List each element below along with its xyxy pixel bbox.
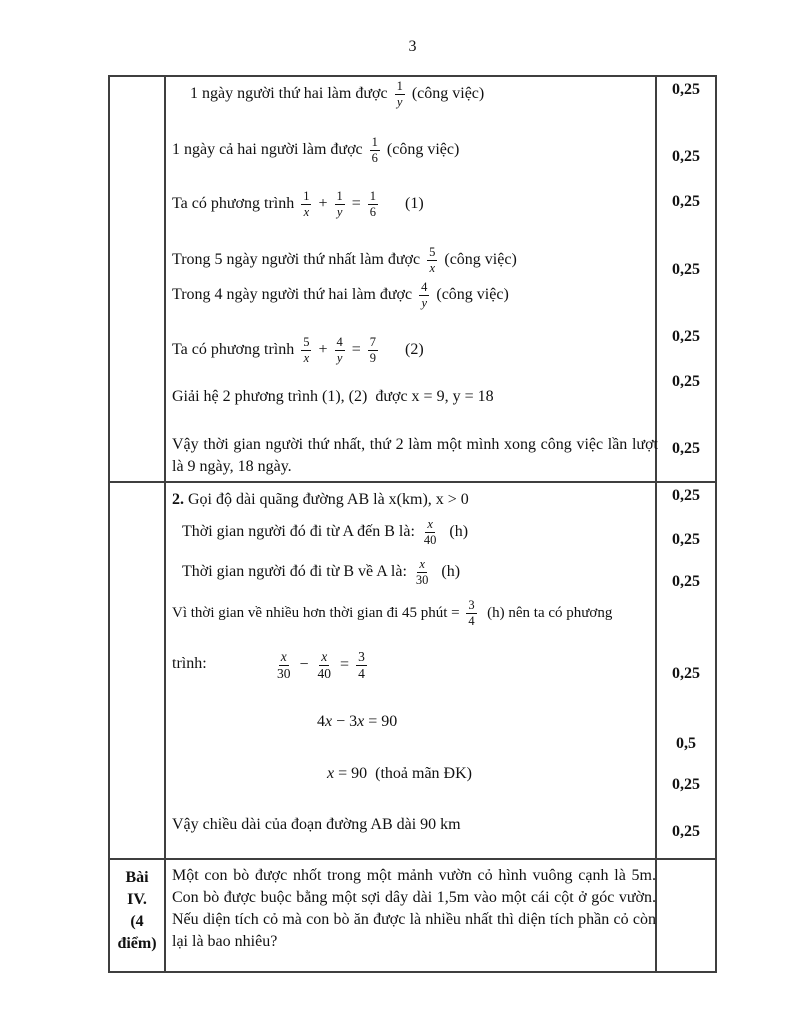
text-segment: 2. xyxy=(172,491,184,508)
text-segment: (h) xyxy=(433,563,461,580)
fraction xyxy=(368,189,378,219)
score-value: 0,25 xyxy=(672,487,700,504)
text-segment: x xyxy=(325,713,333,730)
text-segment: 1 ngày người thứ hai làm được xyxy=(190,85,392,102)
fraction xyxy=(370,135,380,165)
solution-line xyxy=(172,810,461,840)
text-segment: trình: xyxy=(172,655,207,672)
solution-line xyxy=(172,485,469,515)
text-segment: Một con bò được nhốt trong một mảnh vườn cỏ hình vuông cạnh là 5m. Con bò được buộc bằng một sợi dây dài 1,5m vào một cái cột ở góc vườn. Nếu diện tích cỏ mà con bò ăn được là nhiều nhất thì diện tích phần cỏ còn lại là bao nhiêu? xyxy=(172,867,656,950)
text-segment: = xyxy=(347,341,365,358)
text-segment: − 3 xyxy=(332,713,358,730)
solution-line xyxy=(172,598,612,628)
solution-line xyxy=(172,865,656,953)
fraction-denominator: 4 xyxy=(468,613,475,628)
solution-line xyxy=(172,280,509,310)
table-column-divider-left xyxy=(164,77,166,971)
text-segment: (công việc) xyxy=(432,286,509,303)
fraction-numerator: 5 xyxy=(429,245,436,260)
fraction xyxy=(395,79,405,109)
text-segment: 1 ngày cả hai người làm được xyxy=(172,141,367,158)
text-segment: Ta có phương trình xyxy=(172,195,299,212)
fraction-numerator: 1 xyxy=(371,135,378,150)
fraction xyxy=(466,598,476,628)
solution-line xyxy=(317,707,397,737)
fraction xyxy=(335,335,345,365)
fraction xyxy=(335,189,345,219)
text-segment: (công việc) xyxy=(440,251,517,268)
text-segment: = 90 xyxy=(364,713,398,730)
problem-label: Bài xyxy=(125,869,149,886)
text-segment: (h) nên ta có phương xyxy=(479,604,613,621)
score-value: 0,5 xyxy=(676,735,696,752)
text-segment: + xyxy=(314,195,332,212)
fraction-denominator: 40 xyxy=(423,532,437,547)
solution-line xyxy=(172,382,494,412)
fraction-numerator: x xyxy=(419,557,425,572)
fraction-numerator: 7 xyxy=(369,335,377,350)
fraction-numerator: 3 xyxy=(358,648,365,664)
score-value: 0,25 xyxy=(672,373,700,390)
table-row-divider-1 xyxy=(110,481,715,483)
fraction-denominator: 6 xyxy=(371,150,378,165)
solution-line xyxy=(182,557,460,587)
fraction-denominator: 30 xyxy=(415,572,429,587)
score-value: 0,25 xyxy=(672,261,700,278)
text-segment: Trong 5 ngày người thứ nhất làm được xyxy=(172,251,425,268)
text-segment: − xyxy=(295,656,313,673)
fraction xyxy=(368,335,378,365)
text-segment: = 90 (thoả mãn ĐK) xyxy=(334,765,472,782)
answer-table xyxy=(108,75,717,973)
solution-line xyxy=(172,434,658,478)
text-segment: + xyxy=(314,341,332,358)
solution-line xyxy=(172,245,517,275)
text-segment: Vì thời gian về nhiều hơn thời gian đi 45 phút = xyxy=(172,604,464,621)
score-value: 0,25 xyxy=(672,81,700,98)
text-segment: = xyxy=(336,656,354,673)
fraction-numerator: x xyxy=(321,648,328,664)
text-segment: Thời gian người đó đi từ A đến B là: xyxy=(182,523,419,540)
fraction-denominator: y xyxy=(421,295,428,310)
solution-line xyxy=(172,649,207,679)
score-value: 0,25 xyxy=(672,665,700,682)
problem-label: IV. xyxy=(127,891,147,908)
score-value: 0,25 xyxy=(672,440,700,457)
fraction-numerator: 4 xyxy=(336,335,343,350)
fraction-denominator: 40 xyxy=(317,665,332,681)
solution-line xyxy=(190,79,484,109)
page-number: 3 xyxy=(408,38,417,55)
fraction xyxy=(414,557,431,587)
problem-label: điểm) xyxy=(117,935,157,952)
fraction-numerator: 1 xyxy=(369,189,377,204)
score-value: 0,25 xyxy=(672,531,700,548)
fraction-denominator: 9 xyxy=(369,350,377,365)
score-value: 0,25 xyxy=(672,573,700,590)
fraction xyxy=(301,335,311,365)
fraction-numerator: 1 xyxy=(396,79,403,94)
text-segment: (công việc) xyxy=(407,85,485,102)
score-value: 0,25 xyxy=(672,193,700,210)
fraction-denominator: x xyxy=(303,350,310,365)
fraction-numerator: x xyxy=(427,517,433,532)
fraction-denominator: y xyxy=(396,94,403,109)
score-value: 0,25 xyxy=(672,776,700,793)
fraction xyxy=(419,280,429,310)
fraction-denominator: y xyxy=(336,350,343,365)
fraction-denominator: 4 xyxy=(358,665,365,681)
fraction xyxy=(301,189,311,219)
solution-line xyxy=(272,647,370,683)
text-segment: (h) xyxy=(441,523,469,540)
text-segment: Trong 4 ngày người thứ hai làm được xyxy=(172,286,417,303)
fraction-numerator: 4 xyxy=(421,280,428,295)
fraction-numerator: 3 xyxy=(468,598,475,613)
text-segment: x xyxy=(327,765,335,782)
solution-line xyxy=(327,759,472,789)
text-segment: Ta có phương trình xyxy=(172,341,299,358)
fraction-numerator: 1 xyxy=(303,189,310,204)
fraction xyxy=(275,649,293,681)
fraction-numerator: 5 xyxy=(303,335,310,350)
fraction xyxy=(422,517,439,547)
table-row-divider-2 xyxy=(110,858,715,860)
text-segment: x xyxy=(357,713,365,730)
text-segment: 4 xyxy=(317,713,325,730)
fraction-denominator: y xyxy=(336,204,343,219)
solution-line xyxy=(172,335,424,365)
fraction-denominator: 6 xyxy=(369,204,377,219)
text-segment: (công việc) xyxy=(382,141,460,158)
solution-line xyxy=(172,135,459,165)
fraction-denominator: 30 xyxy=(277,665,291,681)
fraction-numerator: x xyxy=(280,648,287,664)
text-segment: Vậy thời gian người thứ nhất, thứ 2 làm một mình xong công việc lần lượt là 9 ngày, 18 ngày. xyxy=(172,436,658,475)
fraction-denominator: x xyxy=(429,260,436,275)
score-value: 0,25 xyxy=(672,148,700,165)
problem-label: (4 xyxy=(130,913,144,930)
fraction-numerator: 1 xyxy=(336,189,343,204)
solution-line xyxy=(182,517,468,547)
fraction xyxy=(356,649,367,681)
text-segment: Vậy chiều dài của đoạn đường AB dài 90 km xyxy=(172,816,461,833)
text-segment: Gọi độ dài quãng đường AB là x(km), x > 0 xyxy=(184,491,469,508)
text-segment: Giải hệ 2 phương trình (1), (2) được x = 9, y = 18 xyxy=(172,388,494,405)
text-segment: (2) xyxy=(381,341,424,358)
text-segment: = xyxy=(347,195,365,212)
solution-line xyxy=(172,189,424,219)
score-value: 0,25 xyxy=(672,328,700,345)
text-segment: Thời gian người đó đi từ B về A là: xyxy=(182,563,411,580)
score-value: 0,25 xyxy=(672,823,700,840)
fraction xyxy=(427,245,437,275)
text-segment: (1) xyxy=(381,195,424,212)
fraction xyxy=(316,649,334,681)
fraction-denominator: x xyxy=(303,204,310,219)
